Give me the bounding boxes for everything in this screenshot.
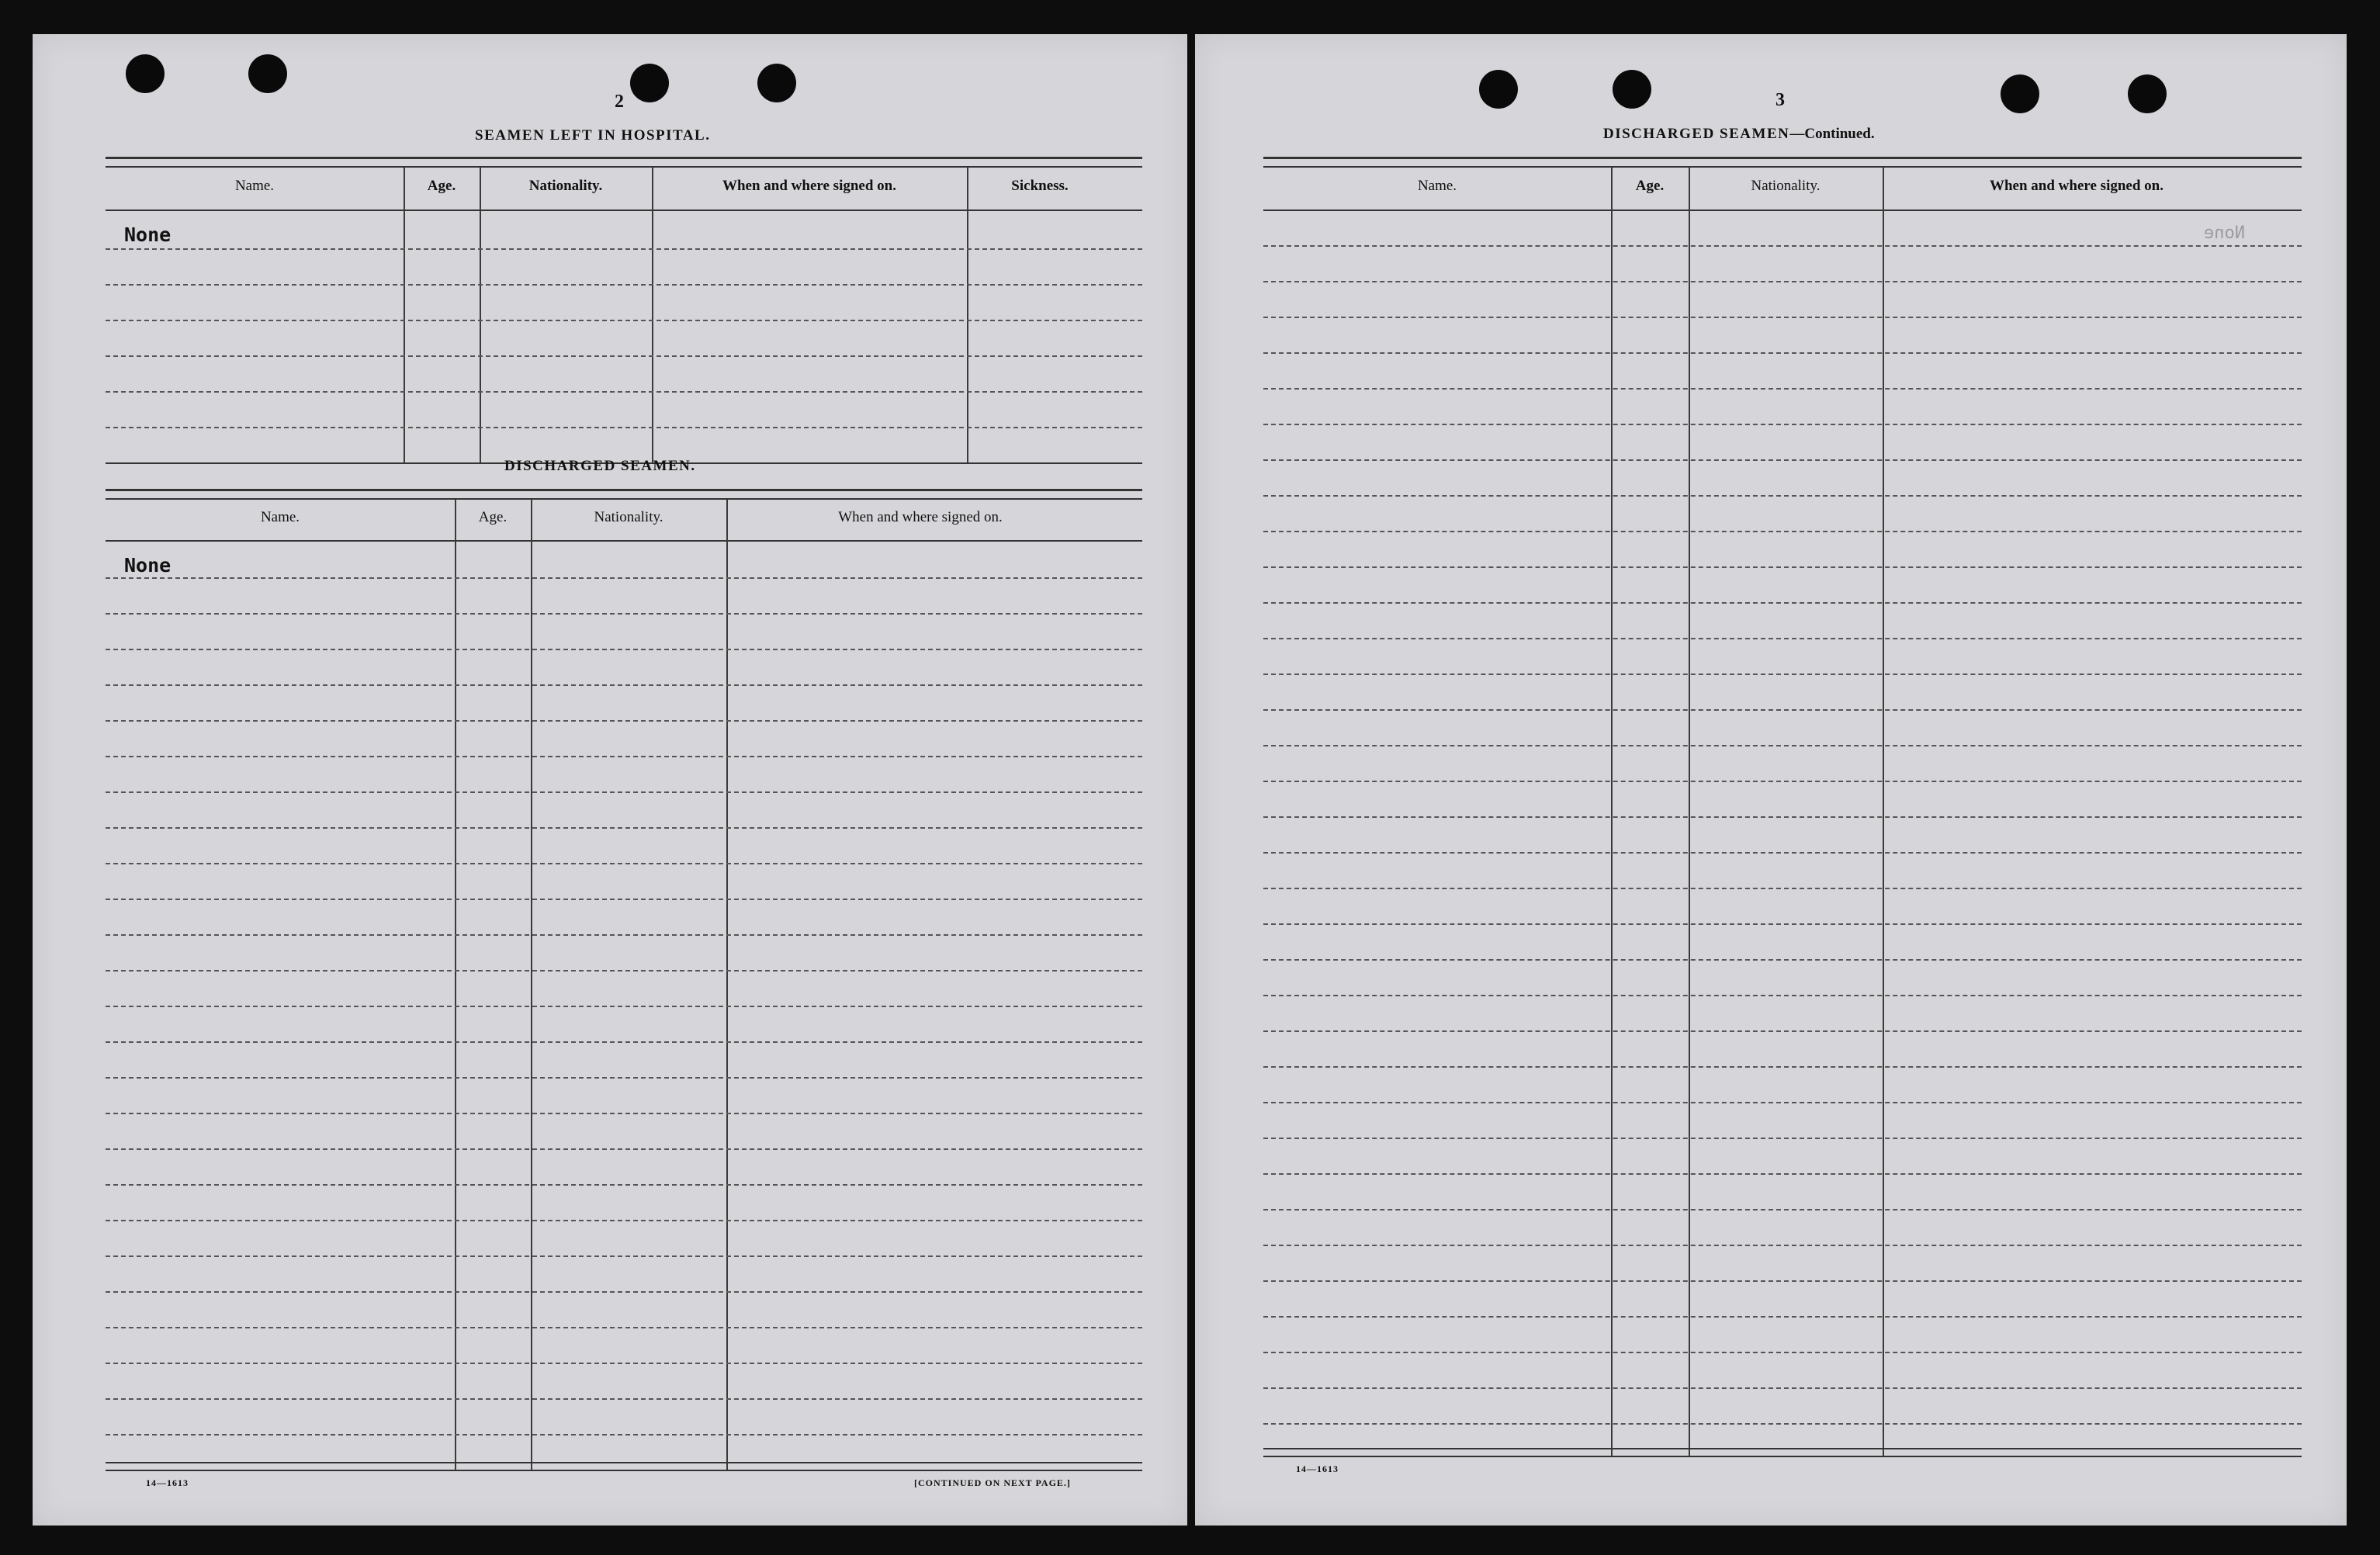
table-row: [106, 427, 1142, 428]
column-header-when-where: When and where signed on.: [722, 178, 896, 194]
table-row: [106, 1148, 1142, 1150]
divider: [106, 1470, 1142, 1471]
header-rule: [106, 540, 1142, 542]
table-row: [106, 684, 1142, 686]
table-row: [1263, 709, 2302, 711]
divider: [106, 1462, 1142, 1463]
table-row: [106, 899, 1142, 900]
table-row: [106, 613, 1142, 615]
table-row: [106, 649, 1142, 650]
table-row: [1263, 1138, 2302, 1139]
table-row: [1263, 638, 2302, 639]
column-header-sickness: Sickness.: [1011, 178, 1069, 194]
column-header-age: Age.: [1635, 178, 1665, 194]
table-row: [1263, 495, 2302, 497]
bleed-through-text: None: [2204, 223, 2245, 243]
table-row: [1263, 959, 2302, 961]
table-row: [1263, 424, 2302, 425]
page-number: 3: [1775, 90, 1785, 110]
column-header-name: Name.: [1417, 178, 1457, 194]
column-rule: [967, 168, 968, 462]
table-row: [1263, 781, 2302, 782]
punch-hole: [1613, 70, 1651, 109]
table-row: [106, 391, 1142, 393]
table-row: [106, 355, 1142, 357]
column-header-nationality: Nationality.: [1751, 178, 1821, 194]
right-page: [1195, 34, 2347, 1526]
hospital-section-title: SEAMEN LEFT IN HOSPITAL.: [475, 127, 711, 144]
discharged-entry: None: [124, 554, 171, 577]
table-row: [1263, 816, 2302, 818]
table-row: [106, 577, 1142, 579]
table-row: [106, 1434, 1142, 1436]
header-rule: [1263, 210, 2302, 211]
table-row: [1263, 566, 2302, 568]
divider: [1263, 166, 2302, 168]
column-rule: [455, 500, 456, 1470]
header-rule: [106, 210, 1142, 211]
table-row: [1263, 352, 2302, 354]
divider: [106, 489, 1142, 491]
table-row: [1263, 1352, 2302, 1353]
left-page: [33, 34, 1187, 1526]
section-title: [1603, 126, 1875, 143]
table-row: [106, 1291, 1142, 1293]
punch-hole: [248, 54, 287, 93]
table-row: [1263, 388, 2302, 390]
column-header-nationality: Nationality.: [528, 178, 603, 194]
form-number: 14—1613: [1296, 1463, 1339, 1474]
table-row: [1263, 1102, 2302, 1103]
table-row: [1263, 531, 2302, 532]
page-number: 2: [615, 92, 624, 112]
punch-hole: [2128, 74, 2167, 113]
punch-hole: [1479, 70, 1518, 109]
table-row: [1263, 317, 2302, 318]
table-row: [106, 1184, 1142, 1186]
punch-hole: [126, 54, 165, 93]
table-row: [1263, 923, 2302, 925]
column-rule: [652, 168, 653, 462]
continued-note: [CONTINUED ON NEXT PAGE.]: [914, 1477, 1071, 1488]
column-header-age: Age.: [427, 178, 456, 194]
divider: [1263, 1456, 2302, 1457]
column-rule: [531, 500, 532, 1470]
section-title-suffix: —Continued.: [1789, 126, 1875, 142]
table-row: [1263, 1209, 2302, 1210]
table-row: [1263, 281, 2302, 282]
divider: [106, 157, 1142, 159]
table-row: [106, 1041, 1142, 1043]
column-rule: [404, 168, 405, 462]
table-row: [106, 863, 1142, 864]
column-rule: [1883, 168, 1884, 1456]
table-row: [1263, 745, 2302, 746]
divider: [1263, 157, 2302, 159]
punch-hole: [757, 64, 796, 102]
table-row: [1263, 995, 2302, 996]
table-row: [1263, 1245, 2302, 1246]
column-header-nationality: Nationality.: [594, 509, 663, 525]
table-row: [1263, 674, 2302, 675]
column-rule: [480, 168, 481, 462]
table-row: [106, 1363, 1142, 1364]
table-row: [1263, 1173, 2302, 1175]
punch-hole: [2001, 74, 2039, 113]
table-row: [1263, 1316, 2302, 1318]
column-rule: [1689, 168, 1690, 1456]
table-row: [106, 791, 1142, 793]
table-row: [106, 756, 1142, 757]
column-rule: [1611, 168, 1613, 1456]
table-row: [106, 1113, 1142, 1114]
table-row: [106, 720, 1142, 722]
column-header-name: Name.: [234, 178, 275, 194]
table-row: [106, 934, 1142, 936]
divider: [106, 166, 1142, 168]
table-row: [1263, 888, 2302, 889]
hospital-entry: None: [124, 223, 171, 246]
table-row: [1263, 1387, 2302, 1389]
table-row: [106, 284, 1142, 286]
column-header-when-where: When and where signed on.: [1989, 178, 2163, 194]
table-row: [1263, 459, 2302, 461]
table-row: [1263, 602, 2302, 604]
column-rule: [726, 500, 728, 1470]
table-row: [106, 320, 1142, 321]
table-row: [1263, 1423, 2302, 1425]
divider: [1263, 1448, 2302, 1449]
table-row: [106, 827, 1142, 829]
table-row: [106, 248, 1142, 250]
table-row: [106, 1398, 1142, 1400]
table-row: [1263, 245, 2302, 247]
column-header-when-where: When and where signed on.: [838, 509, 1003, 525]
table-row: [1263, 1030, 2302, 1032]
table-row: [106, 1220, 1142, 1221]
table-row: [106, 1327, 1142, 1328]
table-row: [106, 970, 1142, 971]
table-row: [106, 1255, 1142, 1257]
punch-hole: [630, 64, 669, 102]
table-row: [1263, 1066, 2302, 1068]
table-row: [1263, 1280, 2302, 1282]
table-row: [106, 1077, 1142, 1079]
discharged-section-title: DISCHARGED SEAMEN.: [504, 458, 696, 474]
column-header-age: Age.: [478, 509, 508, 525]
table-row: [1263, 852, 2302, 854]
form-number: 14—1613: [146, 1477, 189, 1488]
column-header-name: Name.: [260, 509, 300, 525]
section-title-main: DISCHARGED SEAMEN: [1603, 126, 1790, 142]
table-row: [106, 1006, 1142, 1007]
divider: [106, 498, 1142, 500]
